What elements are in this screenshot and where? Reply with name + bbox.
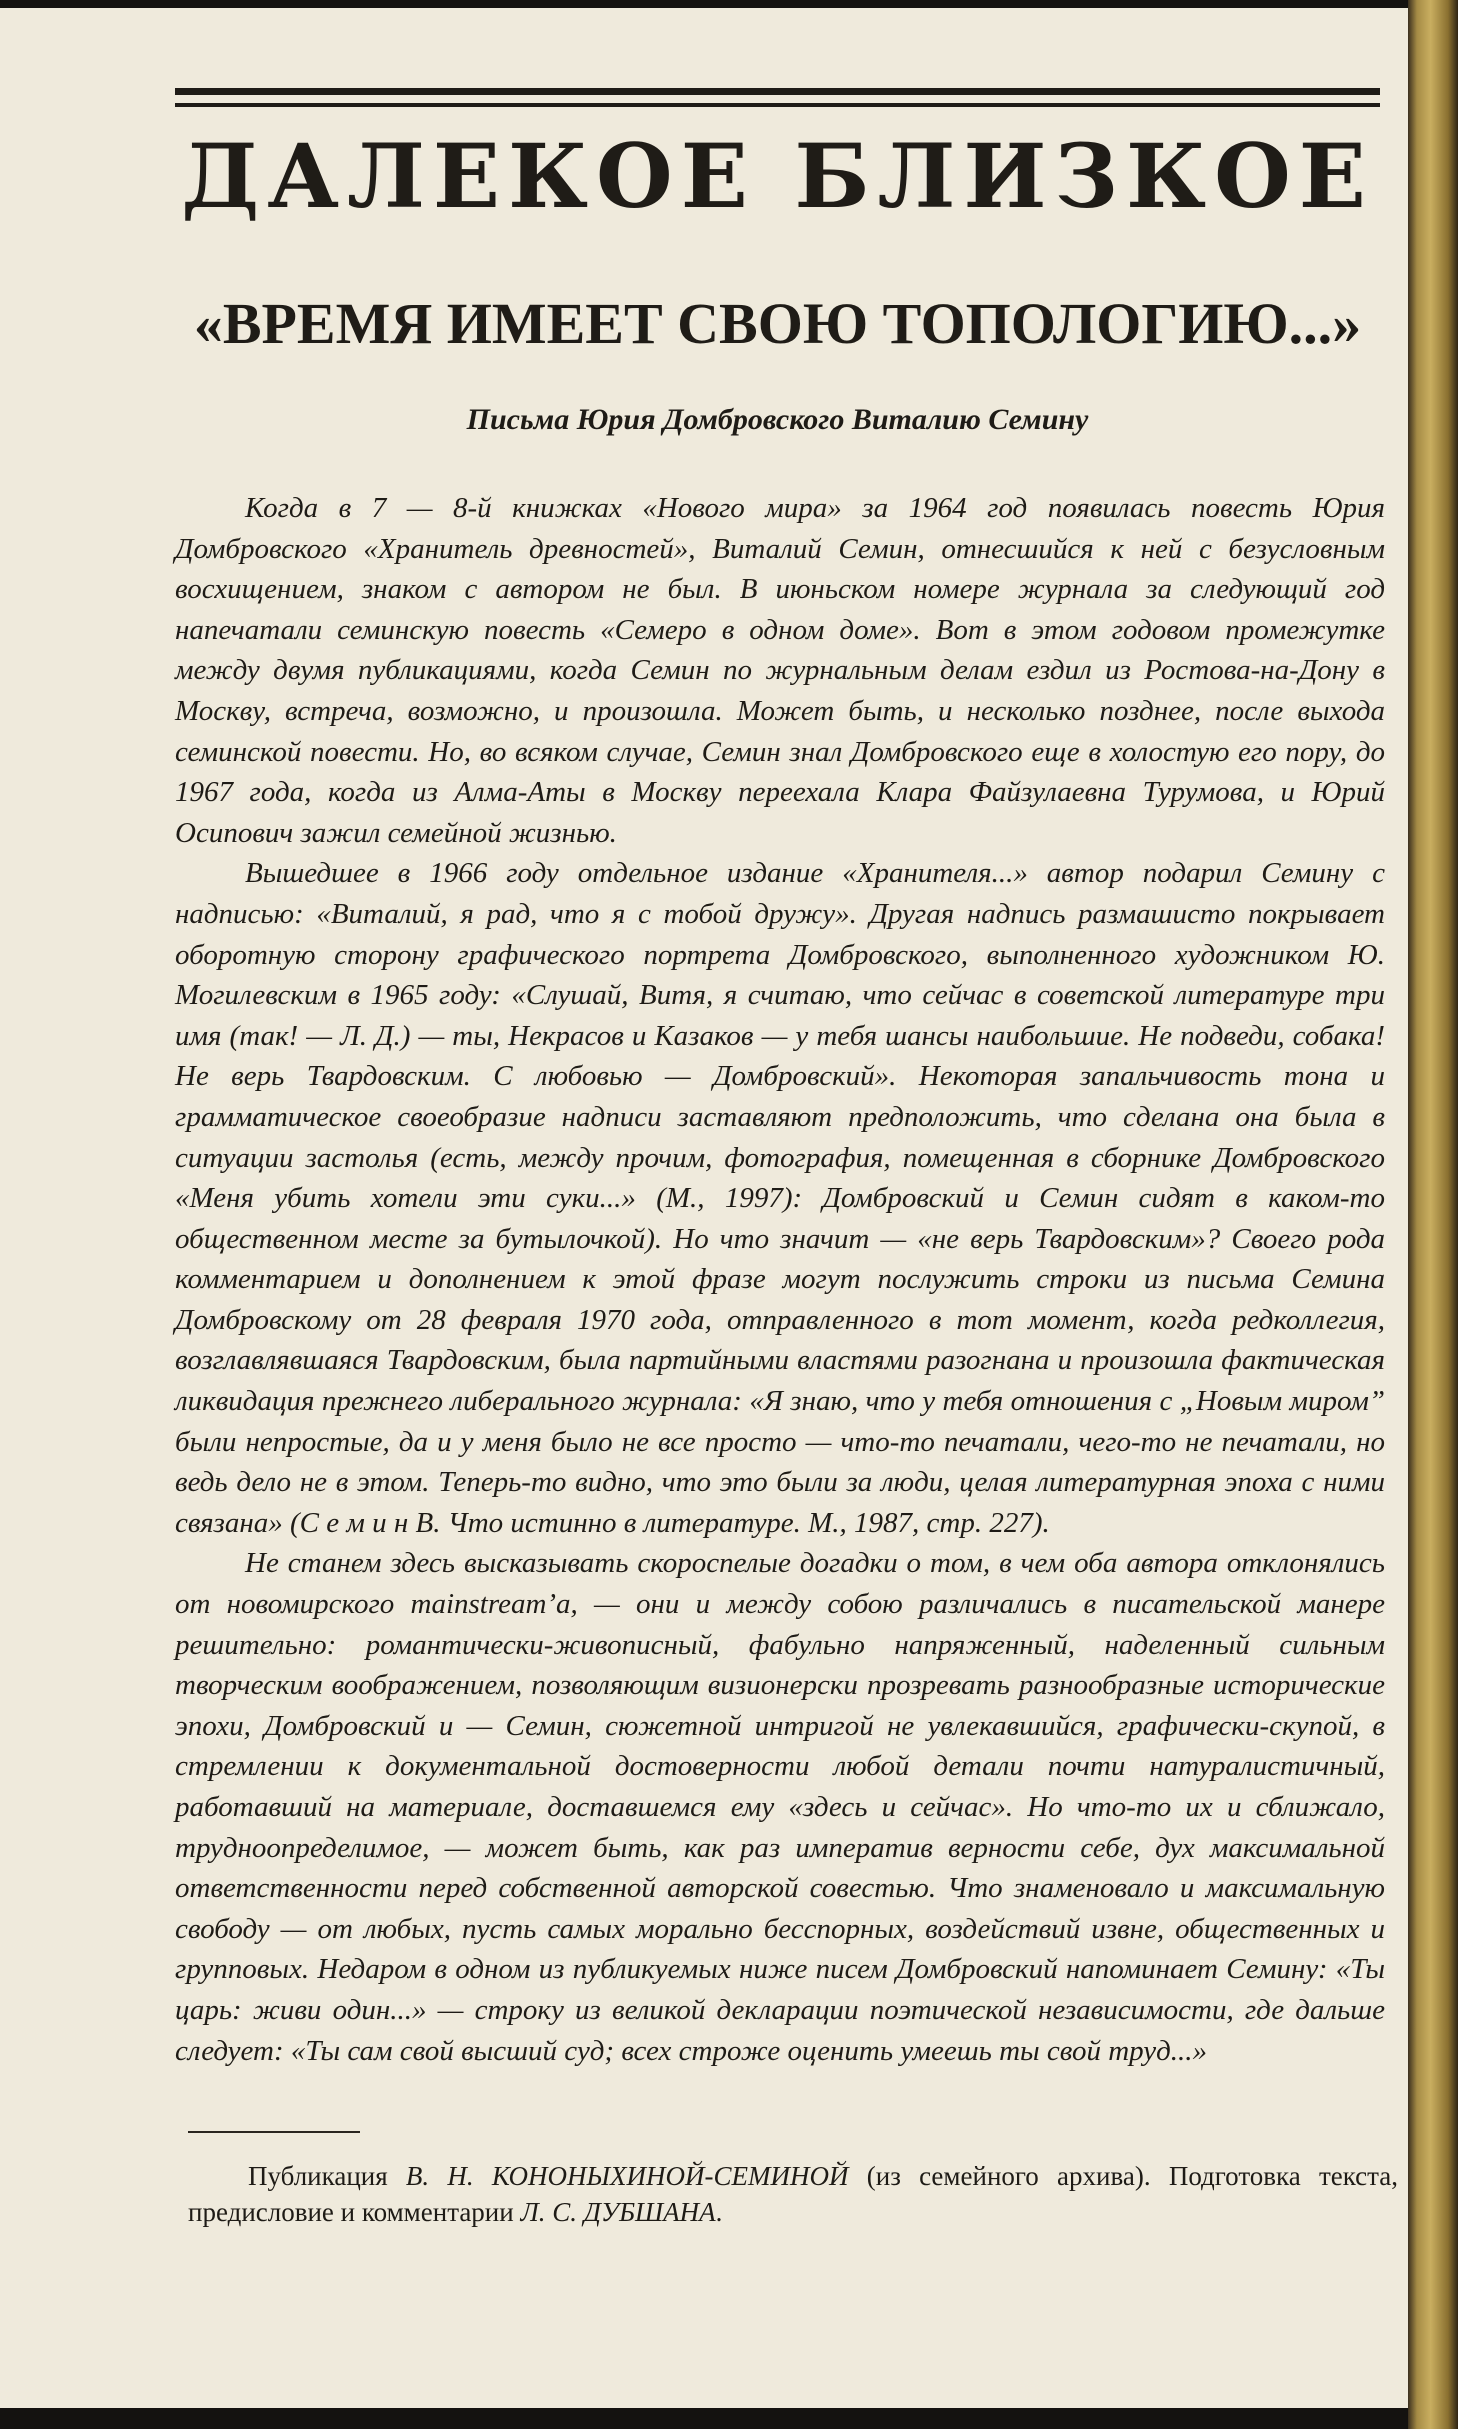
footnote-publisher: В. Н. КОНОНЫХИНОЙ-СЕМИНОЙ (405, 2161, 849, 2191)
footnote-lead: Публикация (248, 2161, 388, 2191)
header-rule-thick (175, 88, 1380, 95)
paragraph-3: Не станем здесь высказывать скороспелые догадки о том, в чем оба автора отклонялись от новомирского mainstream’а, — они и между собою различались в писательской манере решительно: романтически-живописный, фабульно напряженный, наделенный сильным творческим воображением, позволяющим визионерски прозревать разнообразные исторические эпохи, Домбровский и — Семин, сюжетной интригой не увлекавшийся, графически-скупой, в стремлении к документальной достоверности любой детали почти натуралистичный, работавший на материале, доставшемся ему «здесь и сейчас». Но что-то их и сближало, трудноопределимое, — может быть, как раз императив верности себе, дух максимальной ответственности перед собственной авторской совестью. Что знаменовало и максимальную свободу — от любых, пусть самых морально бесспорных, воздействий извне, общественных и групповых. Недаром в одном из публикуемых ниже писем Домбровский напоминает Семину: «Ты царь: живи один...» — строку из великой декларации поэтической независимости, где дальше следует: «Ты сам свой высший суд; всех строже оценить умеешь ты свой труд...» (175, 1547, 1385, 2067)
footnote-rule (188, 2131, 360, 2133)
book-spine (1408, 0, 1458, 2429)
paper-sheet (0, 8, 1408, 2408)
paragraph-2: Вышедшее в 1966 году отдельное издание «Хранителя...» автор подарил Семину с надписью: «Виталий, я рад, что я с тобой дружу». Другая надпись размашисто покрывает оборотную сторону графического портрета Домбровского, выполненного художником Ю. Могилевским в 1965 году: «Слушай, Витя, я считаю, что сейчас в советской литературе три имя (так! — Л. Д.) — ты, Некрасов и Казаков — у тебя шансы наибольшие. Не подведи, собака! Не верь Твардовским. С любовью — Домбровский». Некоторая запальчивость тона и грамматическое своеобразие надписи заставляют предположить, что сделана она была в ситуации застолья (есть, между прочим, фотография, помещенная в сборнике Домбровского «Меня убить хотели эти суки...» (М., 1997): Домбровский и Семин сидят в каком-то общественном месте за бутылочкой). Но что значит — «не верь Твардовским»? Своего рода комментарием и дополнением к этой фразе могут послужить строки из письма Семина Домбровскому от 28 февраля 1970 года, отправленного в тот момент, когда редколлегия, возглавлявшаяся Твардовским, была партийными властями разогнана и произошла фактическая ликвидация прежнего либерального журнала: «Я знаю, что у тебя отношения с „Новым миром” были непростые, да и у меня было не все просто — что-то печатали, чего-то не печатали, но ведь дело не в этом. Теперь-то видно, что это были за люди, целая литературная эпоха с ними связана» (С е м и н В. Что истинно в литературе. М., 1987, стр. 227). (175, 857, 1385, 1539)
section-title: ДАЛЕКОЕ БЛИЗКОЕ (181, 124, 1374, 228)
footnote (188, 2158, 1398, 2230)
paragraph-1: Когда в 7 — 8-й книжках «Нового мира» за 1964 год появилась повесть Юрия Домбровского «Хранитель древностей», Виталий Семин, отнесшийся к ней с безусловным восхищением, знаком с автором не был. В июньском номере журнала за следующий год напечатали семинскую повесть «Семеро в одном доме». Вот в этом годовом промежутке между двумя публикациями, когда Семин по журнальным делам ездил из Ростова-на-Дону в Москву, встреча, возможно, и произошла. Может быть, и несколько позднее, после выхода семинской повести. Но, во всяком случае, Семин знал Домбровского еще в холостую его пору, до 1967 года, когда из Алма-Аты в Москву переехала Клара Файзулаевна Турумова, и Юрий Осипович зажил семейной жизнью. (175, 492, 1385, 849)
article-body (175, 488, 1385, 2071)
footnote-editor: Л. С. ДУБШАНА (520, 2197, 716, 2227)
article-subtitle: Письма Юрия Домбровского Виталию Семину (466, 403, 1089, 436)
header-rule-thin (175, 103, 1380, 107)
footnote-middle: (из семейного архива). Подготовка текста, предисловие и комментарии (188, 2161, 1399, 2227)
article-title: «ВРЕМЯ ИМЕЕТ СВОЮ ТОПОЛОГИЮ...» (193, 291, 1362, 356)
footnote-end: . (715, 2197, 723, 2227)
